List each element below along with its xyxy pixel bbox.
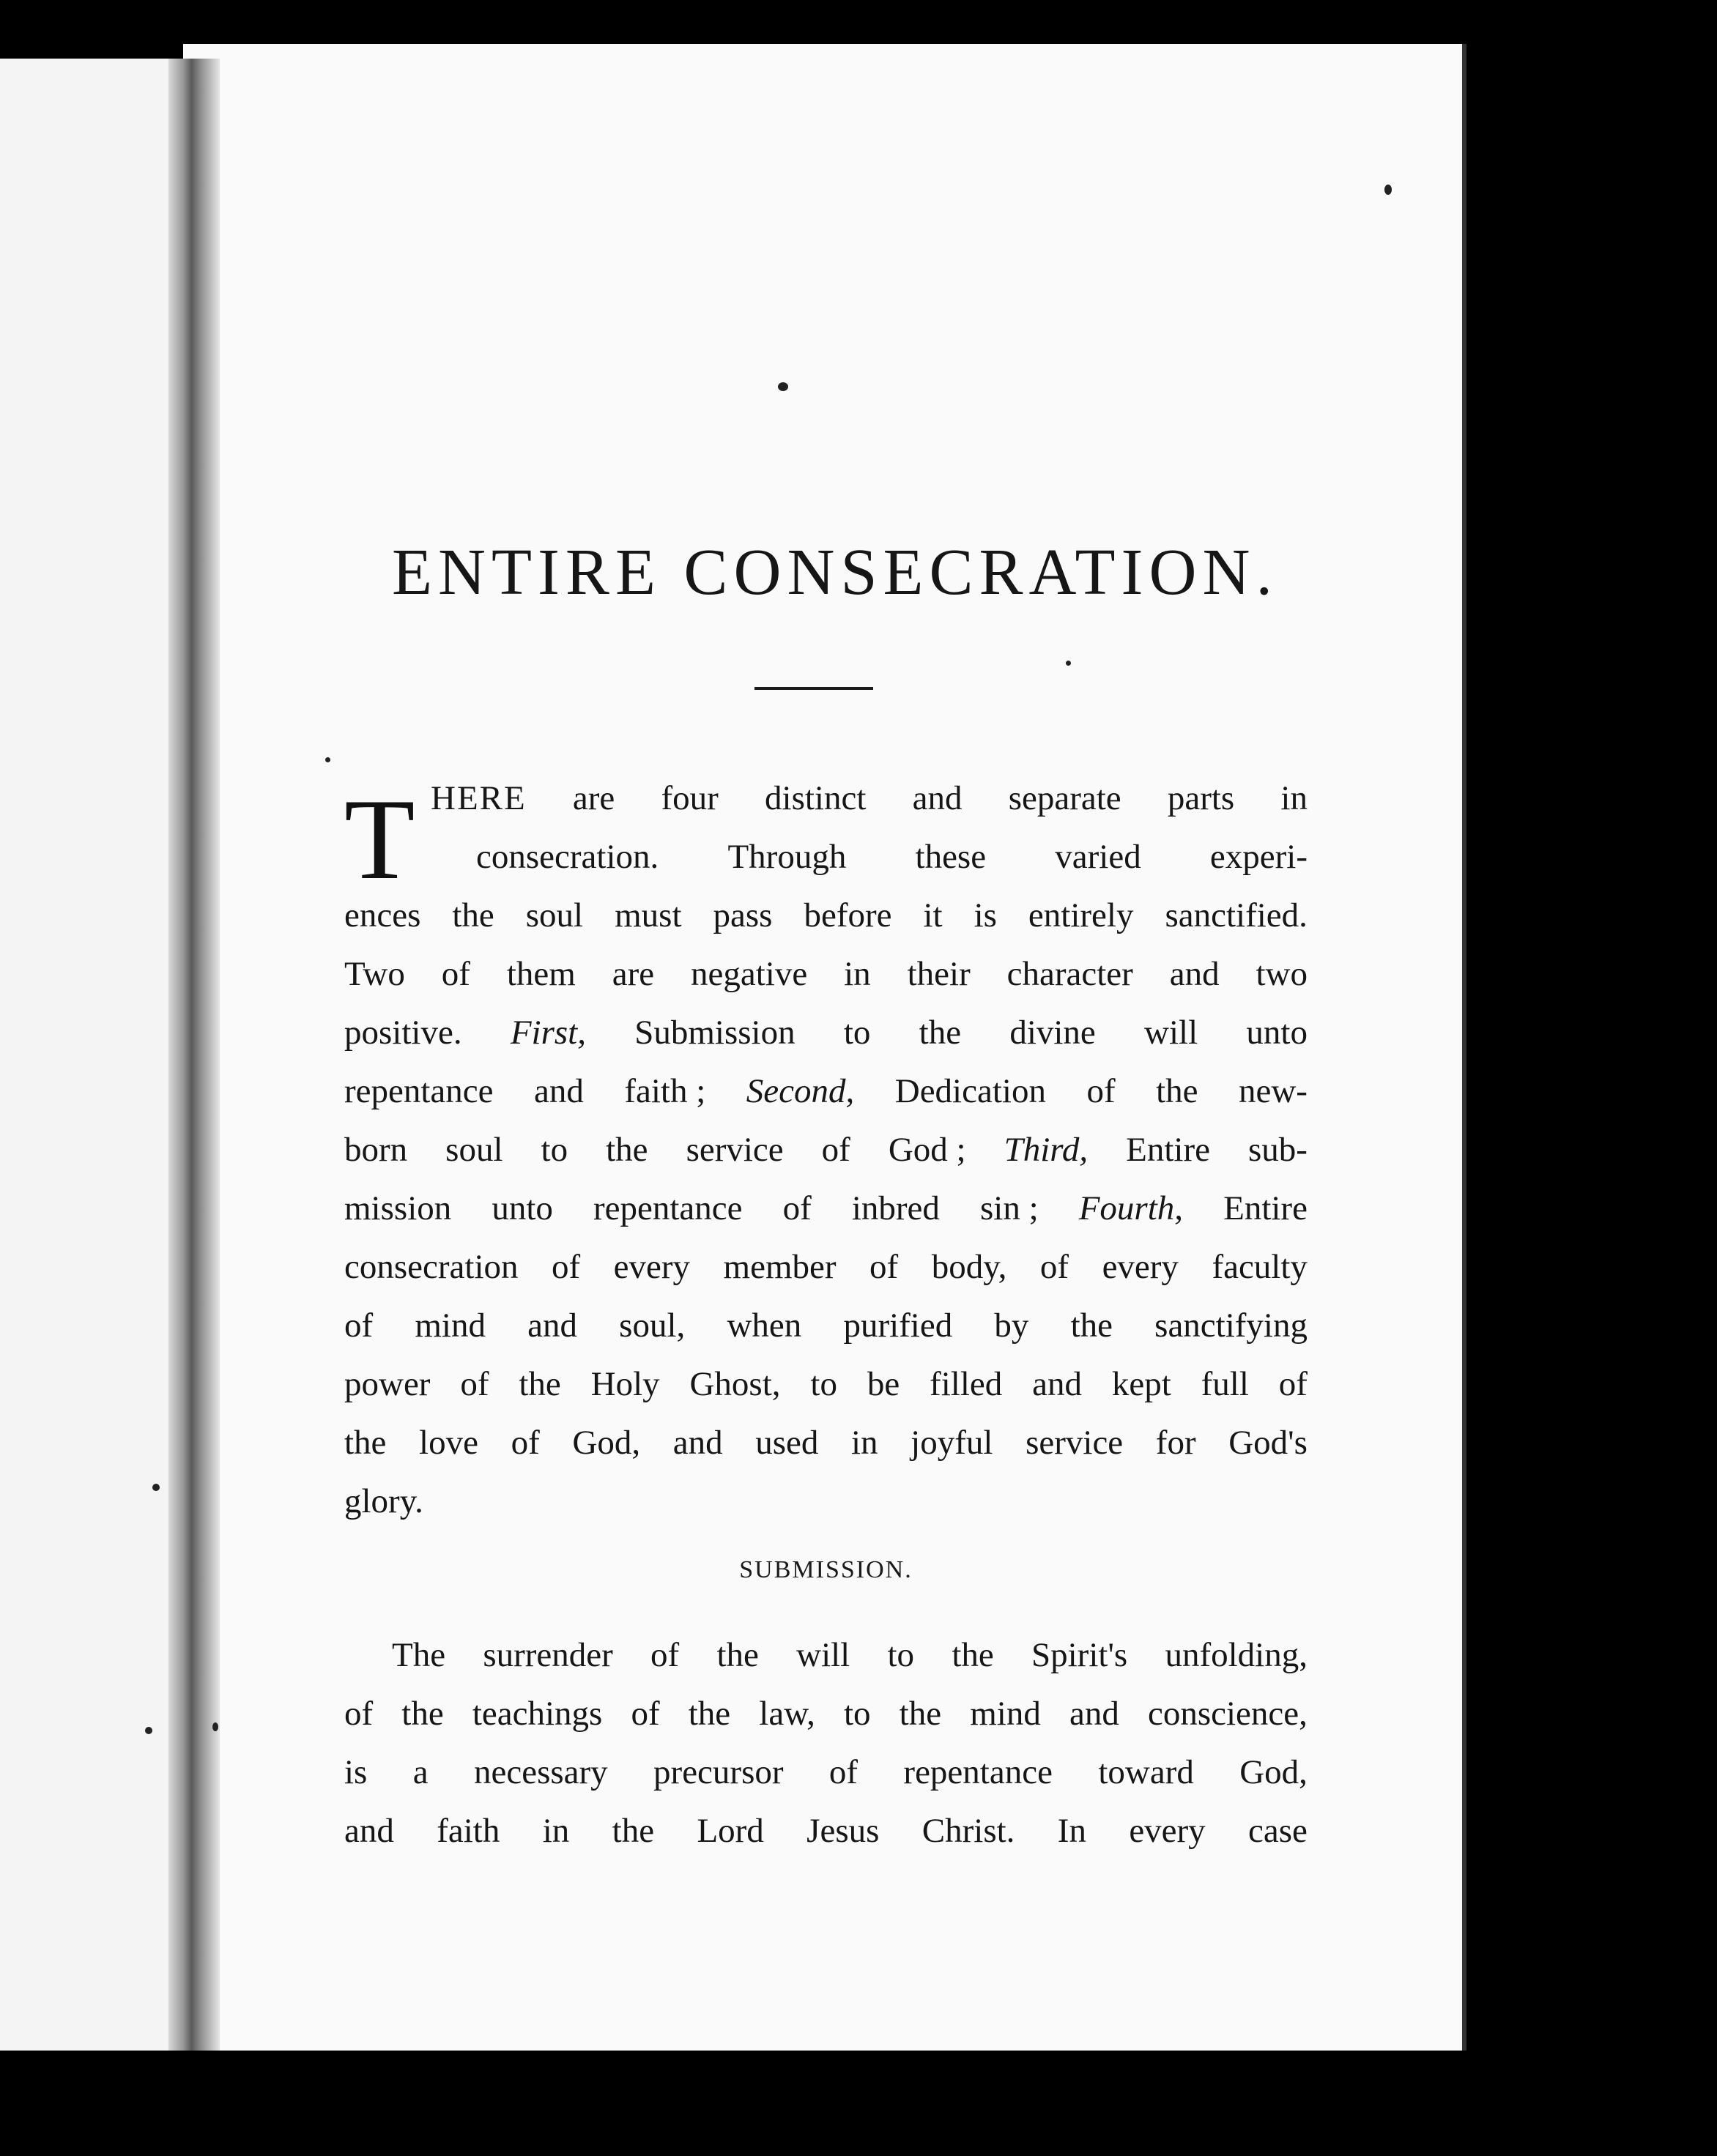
word: power <box>344 1365 431 1403</box>
word: and <box>912 779 963 817</box>
word: positive. <box>344 1014 462 1052</box>
word: Entire <box>1223 1189 1308 1227</box>
word: before <box>804 896 892 934</box>
word: inbred <box>851 1189 940 1227</box>
word: to <box>843 1695 871 1733</box>
word: soul <box>525 896 584 934</box>
word: the <box>344 1424 387 1462</box>
word: conscience, <box>1147 1695 1308 1733</box>
word: their <box>907 955 971 993</box>
paragraph-intro <box>344 769 1308 1531</box>
word: consecration. <box>476 838 659 876</box>
text-line <box>344 769 1308 828</box>
word: of <box>869 1248 899 1286</box>
word: entirely <box>1028 896 1134 934</box>
word: them <box>506 955 576 993</box>
word: the <box>899 1695 942 1733</box>
word: the <box>1070 1306 1113 1345</box>
word: God ; <box>888 1131 966 1169</box>
page-title: ENTIRE CONSECRATION. <box>392 536 1278 609</box>
word: of <box>828 1753 858 1791</box>
word: Through <box>727 838 847 876</box>
scan-speck <box>152 1484 160 1491</box>
word: sanctified. <box>1165 896 1308 934</box>
word: pass <box>713 896 773 934</box>
word: every <box>613 1248 691 1286</box>
scan-speck <box>1384 185 1392 195</box>
word: and <box>1069 1695 1119 1733</box>
word: ences <box>344 896 421 934</box>
word: used <box>755 1424 819 1462</box>
word: of <box>441 955 470 993</box>
word: First, <box>510 1014 586 1052</box>
word: be <box>867 1365 900 1403</box>
word: and <box>344 1812 394 1850</box>
word: and <box>534 1072 584 1110</box>
word: Submission <box>634 1014 796 1052</box>
word: consecration <box>344 1248 519 1286</box>
word: soul <box>445 1131 503 1169</box>
word: four <box>661 779 719 817</box>
word: sub- <box>1247 1131 1308 1169</box>
word: the <box>919 1014 962 1052</box>
word: of <box>650 1636 680 1674</box>
word: every <box>1129 1812 1206 1850</box>
section-heading: SUBMISSION. <box>739 1556 913 1583</box>
word: surrender <box>483 1636 613 1674</box>
word: unfolding, <box>1165 1636 1308 1674</box>
word: mission <box>344 1189 452 1227</box>
word: kept <box>1111 1365 1171 1403</box>
word: must <box>615 896 682 934</box>
scan-speck <box>212 1722 218 1731</box>
word: of <box>460 1365 489 1403</box>
word: of <box>344 1306 374 1345</box>
word: of <box>1039 1248 1069 1286</box>
word: Entire <box>1126 1131 1210 1169</box>
word: the <box>401 1695 444 1733</box>
word: and <box>672 1424 723 1462</box>
word: is <box>974 896 997 934</box>
word: God, <box>1239 1753 1308 1791</box>
word: member <box>723 1248 837 1286</box>
word: Fourth, <box>1078 1189 1184 1227</box>
word: HERE <box>431 779 527 817</box>
word: service <box>686 1131 784 1169</box>
word: mind <box>970 1695 1041 1733</box>
text-line <box>344 1355 1308 1413</box>
text-line <box>344 1626 1308 1684</box>
word: love <box>419 1424 478 1462</box>
word: two <box>1256 955 1308 993</box>
word: In <box>1057 1812 1086 1850</box>
title-rule <box>754 687 873 690</box>
word: faculty <box>1212 1248 1308 1286</box>
word: mind <box>415 1306 486 1345</box>
word: will <box>796 1636 850 1674</box>
text-line <box>344 1003 1308 1062</box>
word: the <box>688 1695 731 1733</box>
text-line <box>344 1472 1308 1531</box>
word: necessary <box>473 1753 608 1791</box>
word: a <box>412 1753 429 1791</box>
word: and <box>1169 955 1220 993</box>
word: in <box>1280 779 1308 817</box>
word: in <box>542 1812 570 1850</box>
word: repentance <box>903 1753 1053 1791</box>
page-gutter <box>168 59 220 2051</box>
text-line <box>344 945 1308 1003</box>
word: service <box>1026 1424 1124 1462</box>
word: will <box>1144 1014 1198 1052</box>
word: the <box>1156 1072 1198 1110</box>
scan-speck <box>778 382 788 391</box>
text-line <box>344 1743 1308 1802</box>
word: of <box>1086 1072 1116 1110</box>
word: the <box>606 1131 648 1169</box>
word: God, <box>572 1424 641 1462</box>
word: God's <box>1228 1424 1308 1462</box>
word: to <box>843 1014 871 1052</box>
word: The <box>392 1636 446 1674</box>
text-line <box>344 1802 1308 1860</box>
word: of <box>511 1424 540 1462</box>
word: soul, <box>619 1306 686 1345</box>
word: separate <box>1008 779 1121 817</box>
word: when <box>727 1306 802 1345</box>
word: body, <box>931 1248 1007 1286</box>
text-line <box>344 1684 1308 1743</box>
text-line <box>344 1413 1308 1472</box>
text-line <box>344 1296 1308 1355</box>
word: and <box>1032 1365 1082 1403</box>
word: unto <box>1246 1014 1308 1052</box>
text-line <box>344 1120 1308 1179</box>
word: is <box>344 1753 368 1791</box>
scan-speck <box>325 757 330 762</box>
word: the <box>519 1365 561 1403</box>
word: sin ; <box>979 1189 1039 1227</box>
word: parts <box>1167 779 1235 817</box>
word: precursor <box>653 1753 784 1791</box>
paragraph-submission <box>344 1626 1308 1860</box>
word: Jesus <box>806 1812 880 1850</box>
word: every <box>1102 1248 1179 1286</box>
word: the <box>612 1812 655 1850</box>
word: are <box>572 779 615 817</box>
word: toward <box>1098 1753 1194 1791</box>
word: divine <box>1009 1014 1096 1052</box>
word: sanctifying <box>1154 1306 1308 1345</box>
word: Two <box>344 955 405 993</box>
word: born <box>344 1131 408 1169</box>
word: teachings <box>472 1695 603 1733</box>
word: of <box>821 1131 850 1169</box>
word: experi- <box>1209 838 1308 876</box>
word: case <box>1248 1812 1308 1850</box>
word: the <box>716 1636 759 1674</box>
word: unto <box>492 1189 553 1227</box>
scan-speck <box>145 1727 152 1734</box>
word: Ghost, <box>689 1365 781 1403</box>
text-line <box>344 1062 1308 1120</box>
word: are <box>612 955 655 993</box>
word: of <box>552 1248 581 1286</box>
word: new- <box>1238 1072 1308 1110</box>
page-right-edge <box>1462 44 1466 2051</box>
word: Lord <box>697 1812 764 1850</box>
word: to <box>887 1636 915 1674</box>
text-line <box>344 886 1308 945</box>
word: for <box>1155 1424 1196 1462</box>
word: Dedication <box>894 1072 1046 1110</box>
word: the <box>952 1636 994 1674</box>
word: of <box>1278 1365 1308 1403</box>
word: faith <box>437 1812 500 1850</box>
word: in <box>844 955 871 993</box>
text-line <box>344 1238 1308 1296</box>
word: to <box>810 1365 837 1403</box>
word: purified <box>843 1306 953 1345</box>
word: varied <box>1055 838 1141 876</box>
word: repentance <box>344 1072 494 1110</box>
word: of <box>631 1695 660 1733</box>
word: Second, <box>746 1072 855 1110</box>
word: repentance <box>593 1189 743 1227</box>
word: full <box>1201 1365 1249 1403</box>
word: of <box>782 1189 812 1227</box>
word: these <box>915 838 987 876</box>
word: in <box>850 1424 878 1462</box>
word: Christ. <box>921 1812 1015 1850</box>
facing-page-edge <box>0 59 183 2051</box>
word: law, <box>759 1695 815 1733</box>
word: to <box>541 1131 568 1169</box>
text-line <box>344 828 1308 886</box>
word: glory. <box>344 1482 423 1520</box>
word: filled <box>930 1365 1003 1403</box>
drop-cap: T <box>344 776 415 904</box>
word: by <box>994 1306 1029 1345</box>
word: character <box>1006 955 1133 993</box>
word: Holy <box>590 1365 660 1403</box>
text-line <box>344 1179 1308 1238</box>
word: Third, <box>1004 1131 1089 1169</box>
word: negative <box>691 955 808 993</box>
word: distinct <box>765 779 867 817</box>
word: it <box>923 896 943 934</box>
word: joyful <box>911 1424 993 1462</box>
scan-speck <box>1066 661 1071 666</box>
word: of <box>344 1695 374 1733</box>
word: and <box>527 1306 577 1345</box>
word: the <box>452 896 494 934</box>
word: Spirit's <box>1031 1636 1128 1674</box>
word: faith ; <box>624 1072 706 1110</box>
